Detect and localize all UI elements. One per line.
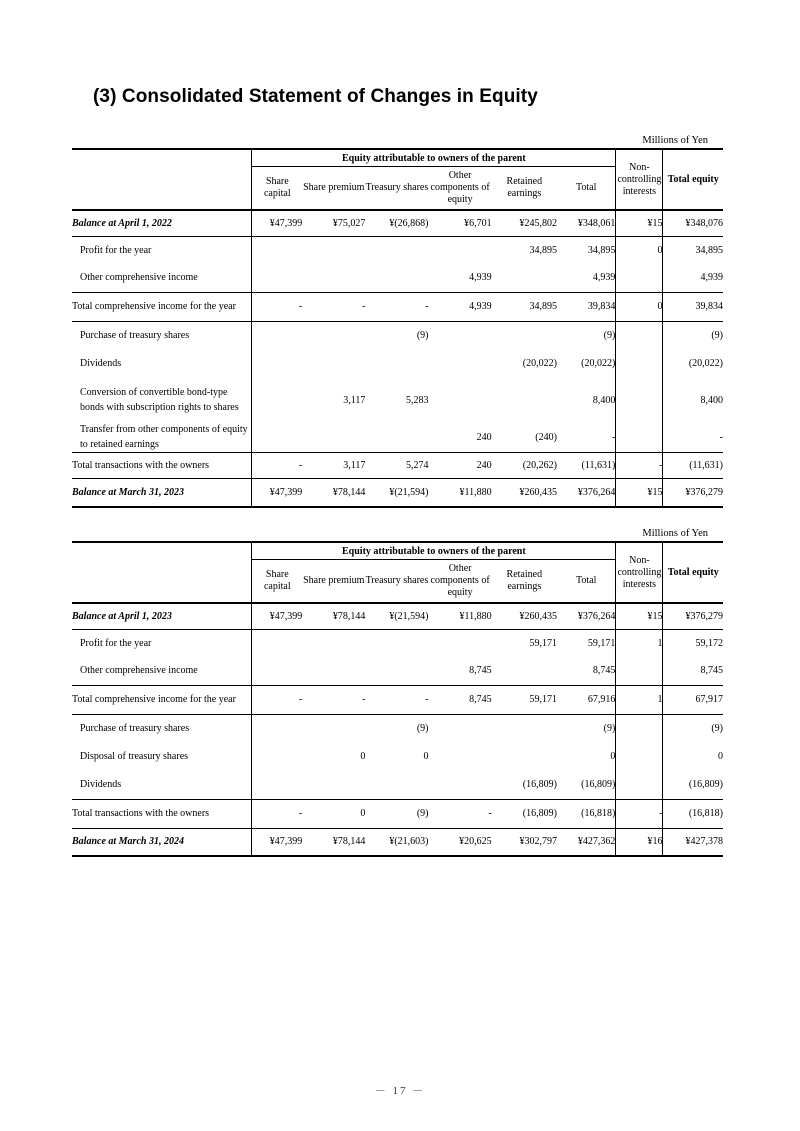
- value-cell: [616, 349, 663, 378]
- col-total-equity: Total equity: [663, 542, 723, 603]
- value-cell: 67,916: [557, 685, 616, 714]
- value-cell: -: [252, 685, 302, 714]
- value-cell: (20,022): [688, 358, 723, 369]
- value-cell: ¥47,399: [252, 210, 302, 236]
- value-cell: [302, 349, 365, 378]
- value-cell: -: [252, 453, 302, 479]
- col-treasury-shares: Treasury shares: [365, 167, 428, 211]
- row-label: Disposal of treasury shares: [80, 751, 189, 762]
- value-cell: (9): [603, 722, 616, 734]
- value-cell: [429, 714, 492, 742]
- value-cell: [365, 349, 428, 378]
- value-cell: ¥260,435: [492, 479, 557, 507]
- value-cell: (16,809): [492, 771, 557, 799]
- units-label-1: Millions of Yen: [642, 135, 708, 146]
- value-cell: [302, 629, 365, 657]
- value-cell: ¥15: [616, 603, 663, 629]
- value-cell: [492, 321, 557, 349]
- col-share-premium: Share premium: [302, 167, 365, 211]
- value-cell: 8,745: [429, 685, 492, 714]
- value-cell: 1: [616, 629, 663, 657]
- table-row: [72, 629, 723, 657]
- value-cell: 240: [429, 453, 492, 479]
- table-row: [72, 799, 723, 828]
- value-cell: 59,171: [587, 637, 616, 649]
- col-share-capital: Share capital: [252, 167, 302, 211]
- value-cell: (20,022): [581, 358, 616, 369]
- value-cell: [429, 321, 492, 349]
- value-cell: 0: [718, 751, 723, 762]
- value-cell: 4,939: [429, 292, 492, 321]
- value-cell: ¥348,061: [557, 210, 616, 236]
- value-cell: [429, 742, 492, 771]
- value-cell: (9): [416, 722, 429, 734]
- value-cell: -: [365, 685, 428, 714]
- col-retained-earnings: Retained earnings: [492, 167, 557, 211]
- value-cell: 5,274: [365, 453, 428, 479]
- value-cell: ¥75,027: [302, 210, 365, 236]
- row-label: Total comprehensive income for the year: [72, 685, 252, 714]
- col-treasury-shares: Treasury shares: [365, 560, 428, 604]
- table-row: [72, 264, 723, 292]
- value-cell: 0: [616, 292, 663, 321]
- value-cell: [252, 321, 302, 349]
- value-cell: ¥47,399: [252, 603, 302, 629]
- value-cell: 8,400: [592, 394, 616, 406]
- value-cell: ¥6,701: [429, 210, 492, 236]
- value-cell: [616, 321, 663, 349]
- value-cell: ¥245,802: [492, 210, 557, 236]
- value-cell: 59,171: [529, 637, 557, 649]
- parent-equity-header: Equity attributable to owners of the parent: [252, 542, 616, 560]
- value-cell: [252, 657, 302, 685]
- table-row: [72, 657, 723, 685]
- value-cell: (16,809): [663, 771, 723, 799]
- units-label-2: Millions of Yen: [642, 528, 708, 539]
- table-row: [72, 771, 723, 799]
- value-cell: -: [429, 799, 492, 828]
- row-label: Purchase of treasury shares: [80, 329, 190, 341]
- value-cell: ¥47,399: [252, 479, 302, 507]
- value-cell: ¥78,144: [302, 828, 365, 856]
- value-cell: 67,917: [663, 685, 723, 714]
- value-cell: [252, 264, 302, 292]
- value-cell: 8,400: [700, 394, 723, 406]
- value-cell: -: [302, 292, 365, 321]
- value-cell: 0: [616, 236, 663, 264]
- value-cell: 0: [302, 799, 365, 828]
- value-cell: (16,818): [663, 799, 723, 828]
- value-cell: ¥15: [616, 479, 663, 507]
- value-cell: [429, 349, 492, 378]
- value-cell: ¥348,076: [663, 210, 723, 236]
- value-cell: (9): [416, 329, 429, 341]
- value-cell: (20,262): [492, 453, 557, 479]
- value-cell: (11,631): [557, 453, 616, 479]
- col-other-components: Other components of equity: [429, 167, 492, 211]
- value-cell: 4,939: [429, 264, 492, 292]
- row-label: Total transactions with the owners: [72, 799, 252, 828]
- value-cell: 34,895: [492, 292, 557, 321]
- table-row: [72, 603, 723, 629]
- col-total-equity: Total equity: [663, 149, 723, 210]
- value-cell: 3,117: [343, 394, 366, 406]
- value-cell: [252, 422, 302, 453]
- value-cell: [302, 236, 365, 264]
- row-label: Total transactions with the owners: [72, 453, 252, 479]
- value-cell: [302, 714, 365, 742]
- col-retained-earnings: Retained earnings: [492, 560, 557, 604]
- col-other-components: Other components of equity: [429, 560, 492, 604]
- value-cell: 34,895: [587, 244, 616, 256]
- value-cell: -: [557, 422, 616, 453]
- value-cell: ¥20,625: [429, 828, 492, 856]
- value-cell: ¥376,264: [557, 479, 616, 507]
- value-cell: [616, 771, 663, 799]
- table-row: [72, 685, 723, 714]
- value-cell: ¥427,378: [663, 828, 723, 856]
- value-cell: [252, 742, 302, 771]
- value-cell: [616, 378, 663, 422]
- value-cell: ¥302,797: [492, 828, 557, 856]
- value-cell: 39,834: [557, 292, 616, 321]
- table-row: [72, 828, 723, 856]
- value-cell: [429, 771, 492, 799]
- value-cell: [616, 742, 663, 771]
- table-row: [72, 742, 723, 771]
- page-number: － 17 －: [374, 1085, 426, 1097]
- value-cell: ¥(21,603): [365, 828, 428, 856]
- value-cell: [365, 422, 428, 453]
- value-cell: (16,809): [557, 771, 616, 799]
- table-row: [72, 210, 723, 236]
- value-cell: -: [252, 799, 302, 828]
- row-label: Conversion of convertible bond-type bonds with subscription rights to shares: [80, 387, 239, 413]
- value-cell: [252, 378, 302, 422]
- value-cell: ¥78,144: [302, 603, 365, 629]
- value-cell: [429, 236, 492, 264]
- parent-equity-header: Equity attributable to owners of the parent: [252, 149, 616, 167]
- col-non-controlling: Non-controlling interests: [616, 149, 663, 210]
- page-title: (3) Consolidated Statement of Changes in Equity: [93, 86, 538, 107]
- value-cell: (16,809): [492, 799, 557, 828]
- value-cell: (240): [492, 422, 557, 453]
- value-cell: [302, 321, 365, 349]
- value-cell: (9): [603, 329, 616, 341]
- value-cell: (20,022): [522, 358, 557, 369]
- value-cell: (9): [365, 799, 428, 828]
- value-cell: ¥427,362: [557, 828, 616, 856]
- table-row: [72, 378, 723, 422]
- value-cell: 240: [429, 422, 492, 453]
- value-cell: [616, 714, 663, 742]
- value-cell: [302, 264, 365, 292]
- value-cell: [492, 714, 557, 742]
- value-cell: (16,818): [557, 799, 616, 828]
- value-cell: ¥78,144: [302, 479, 365, 507]
- col-total: Total: [557, 167, 616, 211]
- value-cell: 8,745: [663, 657, 723, 685]
- row-label: Balance at March 31, 2024: [72, 828, 252, 856]
- row-label: Other comprehensive income: [72, 264, 252, 292]
- value-cell: -: [365, 292, 428, 321]
- value-cell: ¥11,880: [429, 479, 492, 507]
- value-cell: ¥(21,594): [365, 603, 428, 629]
- value-cell: 4,939: [557, 264, 616, 292]
- value-cell: -: [616, 453, 663, 479]
- equity-table-fy2022: [72, 148, 723, 508]
- value-cell: [365, 264, 428, 292]
- col-total: Total: [557, 560, 616, 604]
- value-cell: 0: [423, 751, 429, 762]
- value-cell: [492, 657, 557, 685]
- value-cell: 59,171: [492, 685, 557, 714]
- value-cell: ¥260,435: [492, 603, 557, 629]
- row-label: Profit for the year: [80, 244, 152, 256]
- value-cell: 0: [610, 751, 616, 762]
- value-cell: 39,834: [663, 292, 723, 321]
- value-cell: [365, 771, 428, 799]
- value-cell: ¥16: [616, 828, 663, 856]
- value-cell: [429, 378, 492, 422]
- table-row: [72, 453, 723, 479]
- table-row: [72, 321, 723, 349]
- table-row: [72, 714, 723, 742]
- value-cell: [365, 629, 428, 657]
- row-label: Purchase of treasury shares: [80, 722, 190, 734]
- value-cell: [302, 771, 365, 799]
- value-cell: [492, 264, 557, 292]
- value-cell: [492, 742, 557, 771]
- value-cell: 0: [360, 751, 366, 762]
- row-label: Balance at April 1, 2022: [72, 210, 252, 236]
- value-cell: 34,895: [529, 244, 557, 256]
- row-label: Dividends: [72, 771, 252, 799]
- value-cell: [429, 629, 492, 657]
- table-row: [72, 236, 723, 264]
- value-cell: ¥11,880: [429, 603, 492, 629]
- value-cell: ¥(26,868): [365, 210, 428, 236]
- value-cell: [302, 657, 365, 685]
- value-cell: 3,117: [302, 453, 365, 479]
- table-row: [72, 479, 723, 507]
- value-cell: [616, 264, 663, 292]
- col-non-controlling: Non-controlling interests: [616, 542, 663, 603]
- row-label: Profit for the year: [80, 637, 152, 649]
- table-row: [72, 292, 723, 321]
- value-cell: 8,745: [429, 657, 492, 685]
- value-cell: [365, 657, 428, 685]
- value-cell: [252, 771, 302, 799]
- row-label: Dividends: [80, 358, 122, 369]
- row-label: Transfer from other components of equity to retained earnings: [72, 422, 252, 453]
- value-cell: (11,631): [663, 453, 723, 479]
- value-cell: [302, 422, 365, 453]
- value-cell: ¥(21,594): [365, 479, 428, 507]
- row-label: Other comprehensive income: [72, 657, 252, 685]
- value-cell: -: [302, 685, 365, 714]
- value-cell: ¥47,399: [252, 828, 302, 856]
- value-cell: 5,283: [406, 394, 429, 406]
- table-row: [72, 349, 723, 378]
- value-cell: -: [663, 422, 723, 453]
- row-label: Total comprehensive income for the year: [72, 292, 252, 321]
- value-cell: [492, 378, 557, 422]
- equity-table-fy2023: [72, 541, 723, 857]
- row-label: Balance at April 1, 2023: [72, 603, 252, 629]
- value-cell: [616, 422, 663, 453]
- value-cell: ¥376,264: [557, 603, 616, 629]
- value-cell: -: [252, 292, 302, 321]
- value-cell: (9): [711, 329, 723, 341]
- value-cell: [365, 236, 428, 264]
- value-cell: [252, 629, 302, 657]
- value-cell: -: [616, 799, 663, 828]
- col-share-capital: Share capital: [252, 560, 302, 604]
- value-cell: 4,939: [663, 264, 723, 292]
- value-cell: [252, 714, 302, 742]
- value-cell: [252, 349, 302, 378]
- table-row: [72, 422, 723, 453]
- value-cell: 59,172: [695, 637, 723, 649]
- value-cell: ¥15: [616, 210, 663, 236]
- value-cell: [252, 236, 302, 264]
- value-cell: 8,745: [557, 657, 616, 685]
- value-cell: ¥376,279: [663, 479, 723, 507]
- value-cell: ¥376,279: [663, 603, 723, 629]
- value-cell: 1: [616, 685, 663, 714]
- value-cell: [616, 657, 663, 685]
- value-cell: 34,895: [695, 244, 723, 256]
- col-share-premium: Share premium: [302, 560, 365, 604]
- row-label: Balance at March 31, 2023: [72, 479, 252, 507]
- value-cell: (9): [711, 722, 723, 734]
